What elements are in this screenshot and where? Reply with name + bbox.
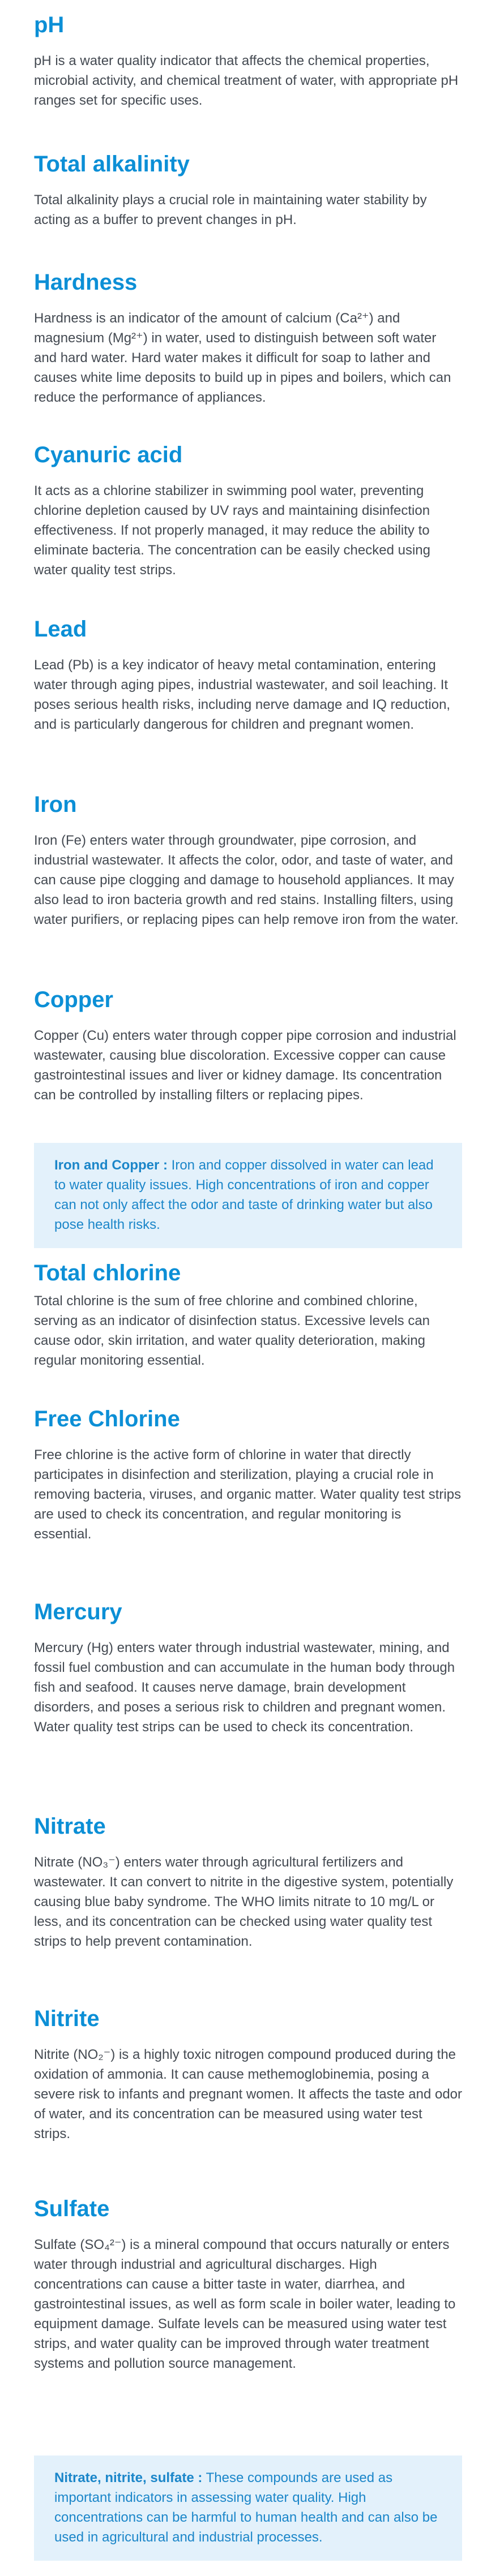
- section-cyanuric-acid: [34, 441, 462, 580]
- copper-description: Copper (Cu) enters water through copper pipe corrosion and industrial wastewater, causing blue discoloration. Excessive copper can cause gastrointestinal issues and liver or kidney damage. Its concentration can be controlled by installing filters or replacing pipes.: [34, 1028, 456, 1103]
- total-alkalinity-description: Total alkalinity plays a crucial role in maintaining water stability by acting as a buffer to prevent changes in pH.: [34, 192, 427, 227]
- section-free-chlorine: [34, 1405, 462, 1544]
- section-total-chlorine: [34, 1259, 462, 1370]
- iron-copper-note-title: Iron and Copper :: [54, 1158, 168, 1173]
- section-ph: [34, 11, 462, 110]
- nitrogen-sulfate-note-title: Nitrate, nitrite, sulfate :: [54, 2470, 203, 2485]
- hardness-description: Hardness is an indicator of the amount of calcium (Ca²⁺) and magnesium (Mg²⁺) in water, used to distinguish between soft water and hard water. Hard water makes it difficult for soap to lather and causes white lime deposits to build up in pipes and boilers, which can reduce the performance of appliances.: [34, 311, 451, 405]
- nitrate-description: Nitrate (NO₃⁻) enters water through agricultural fertilizers and wastewater. It can convert to nitrite in the digestive system, potentially causing blue baby syndrome. The WHO limits nitrate to 10 mg/L or less, and its concentration can be checked using water quality test strips to help prevent contamination.: [34, 1855, 454, 1949]
- nitrogen-sulfate-note: [34, 2455, 462, 2561]
- section-mercury: [34, 1598, 462, 1737]
- nitrate-heading: Nitrate: [34, 1814, 106, 1839]
- ph-heading: pH: [34, 12, 65, 37]
- section-hardness: [34, 269, 462, 407]
- nitrogen-sulfate-note-body: These compounds are used as important indicators in assessing water quality. High concentrations can be harmful to human health and can also be used in agricultural and industrial processes.: [54, 2470, 438, 2545]
- iron-description: Iron (Fe) enters water through groundwater, pipe corrosion, and industrial wastewater. It affects the color, odor, and taste of water, and can cause pipe clogging and damage to household appliances. It may also lead to iron bacteria growth and red stains. Installing filters, using water purifiers, or replacing pipes can help remove iron from the water.: [34, 833, 459, 927]
- iron-copper-note-body: Iron and copper dissolved in water can lead to water quality issues. High concentrations of iron and copper can not only affect the odor and taste of drinking water but also pose health risks.: [54, 1158, 434, 1232]
- lead-description: Lead (Pb) is a key indicator of heavy metal contamination, entering water through aging pipes, industrial wastewater, and soil leaching. It poses serious health risks, including nerve damage and IQ reduction, and is particularly dangerous for children and pregnant women.: [34, 657, 451, 732]
- copper-heading: Copper: [34, 987, 113, 1012]
- sulfate-description: Sulfate (SO₄²⁻) is a mineral compound that occurs naturally or enters water through industrial and agricultural discharges. High concentrations can cause a bitter taste in water, diarrhea, and gastrointestinal issues, as well as form scale in boiler water, leading to equipment damage. Sulfate levels can be measured using water test strips, and water quality can be improved through water treatment systems and pollution source management.: [34, 2237, 456, 2371]
- cyanuric-acid-heading: Cyanuric acid: [34, 442, 183, 467]
- nitrite-description: Nitrite (NO₂⁻) is a highly toxic nitrogen compound produced during the oxidation of ammonia. It can cause methemoglobinemia, posing a severe risk to infants and pregnant women. It affects the taste and odor of water, and its concentration can be measured using water test strips.: [34, 2047, 462, 2141]
- section-nitrite: [34, 2005, 462, 2144]
- mercury-description: Mercury (Hg) enters water through industrial wastewater, mining, and fossil fuel combustion and can accumulate in the human body through fish and seafood. It causes nerve damage, brain development disorders, and poses a serious risk to children and pregnant women. Water quality test strips can be used to check its concentration.: [34, 1640, 455, 1735]
- free-chlorine-heading: Free Chlorine: [34, 1407, 180, 1431]
- total-alkalinity-heading: Total alkalinity: [34, 152, 190, 177]
- ph-description: pH is a water quality indicator that affects the chemical properties, microbial activity, and chemical treatment of water, with appropriate pH ranges set for specific uses.: [34, 53, 459, 108]
- section-iron: [34, 791, 462, 930]
- hardness-heading: Hardness: [34, 270, 138, 295]
- sulfate-heading: Sulfate: [34, 2196, 110, 2221]
- iron-heading: Iron: [34, 792, 77, 817]
- cyanuric-acid-description: It acts as a chlorine stabilizer in swimming pool water, preventing chlorine depletion caused by UV rays and maintaining disinfection effectiveness. If not properly managed, it may reduce the ability to eliminate bacteria. The concentration can be easily checked using water quality test strips.: [34, 483, 430, 578]
- total-chlorine-description: Total chlorine is the sum of free chlorine and combined chlorine, serving as an indicator of disinfection status. Excessive levels can cause odor, skin irritation, and water quality deterioration, making regular monitoring essential.: [34, 1293, 430, 1368]
- iron-copper-note: [34, 1143, 462, 1248]
- section-copper: [34, 986, 462, 1105]
- section-sulfate: [34, 2195, 462, 2373]
- total-chlorine-heading: Total chlorine: [34, 1261, 181, 1285]
- lead-heading: Lead: [34, 617, 87, 642]
- section-lead: [34, 616, 462, 734]
- nitrite-heading: Nitrite: [34, 2006, 100, 2031]
- section-total-alkalinity: [34, 150, 462, 230]
- section-nitrate: [34, 1813, 462, 1951]
- free-chlorine-description: Free chlorine is the active form of chlorine in water that directly participates in disinfection and sterilization, playing a crucial role in removing bacteria, viruses, and organic matter. Water quality test strips are used to check its concentration, and regular monitoring is essential.: [34, 1447, 462, 1542]
- mercury-heading: Mercury: [34, 1599, 122, 1624]
